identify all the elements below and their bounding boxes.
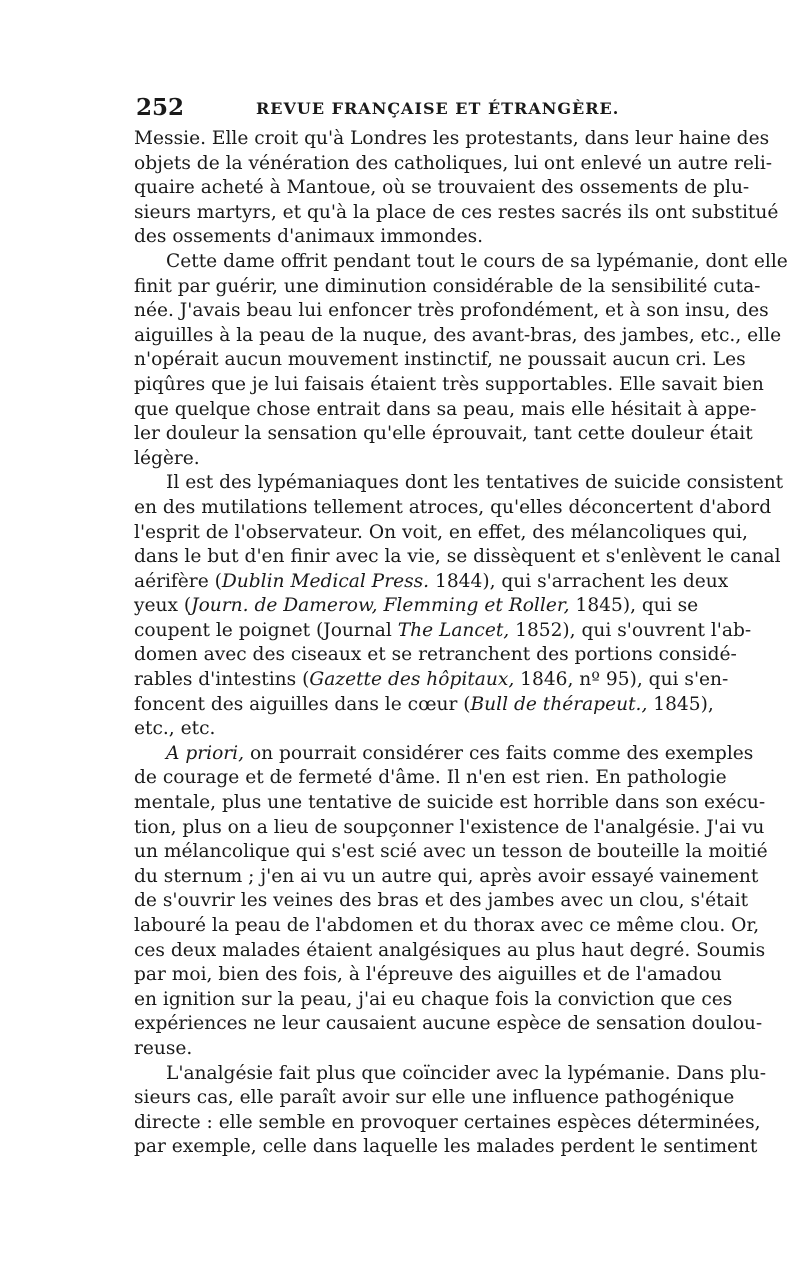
text-line: un mélancolique qui s'est scié avec un tesson de bouteille la moitié: [134, 841, 768, 863]
text-line: de s'ouvrir les veines des bras et des jambes avec un clou, s'était: [134, 890, 749, 912]
text-line: l'esprit de l'observateur. On voit, en effet, des mélancoliques qui,: [134, 521, 748, 543]
text-line: reuse.: [134, 1037, 193, 1059]
text-line: Cette dame offrit pendant tout le cours de sa lypémanie, dont elle: [166, 250, 788, 272]
text-line: de courage et de fermeté d'âme. Il n'en est rien. En pathologie: [134, 767, 727, 789]
text-line: quaire acheté à Mantoue, où se trouvaient des ossements de plu-: [134, 177, 750, 199]
text-line: Il est des lypémaniaques dont les tentatives de suicide consistent: [166, 472, 784, 494]
text-line: des ossements d'animaux immondes.: [134, 226, 484, 248]
body-text: [134, 127, 788, 1160]
text-line: ler douleur la sensation qu'elle éprouvait, tant cette douleur était: [134, 423, 753, 445]
text-line: aérifère (Dublin Medical Press. 1844), qui s'arrachent les deux: [134, 570, 729, 592]
text-line: ces deux malades étaient analgésiques au plus haut degré. Soumis: [134, 939, 766, 961]
text-line: piqûres que je lui faisais étaient très supportables. Elle savait bien: [134, 373, 764, 395]
text-line: en des mutilations tellement atroces, qu'elles déconcertent d'abord: [134, 496, 772, 518]
text-line: etc., etc.: [134, 718, 216, 740]
text-line: L'analgésie fait plus que coïncider avec la lypémanie. Dans plu-: [166, 1062, 767, 1084]
text-line: par moi, bien des fois, à l'épreuve des aiguilles et de l'amadou: [134, 964, 722, 986]
text-line: du sternum ; j'en ai vu un autre qui, après avoir essayé vainement: [134, 865, 759, 887]
text-line: coupent le poignet (Journal The Lancet, 1852), qui s'ouvrent l'ab-: [134, 619, 752, 641]
text-line: rables d'intestins (Gazette des hôpitaux, 1846, nº 95), qui s'en-: [134, 669, 729, 691]
text-line: légère.: [134, 447, 200, 469]
page-number: 252: [136, 94, 185, 121]
text-line: A priori, on pourrait considérer ces faits comme des exemples: [166, 742, 754, 764]
text-line: en ignition sur la peau, j'ai eu chaque fois la conviction que ces: [134, 988, 733, 1010]
text-line: aiguilles à la peau de la nuque, des avant-bras, des jambes, etc., elle: [134, 324, 782, 346]
text-line: tion, plus on a lieu de soupçonner l'existence de l'analgésie. J'ai vu: [134, 816, 765, 838]
text-line: objets de la vénération des catholiques, lui ont enlevé un autre reli-: [134, 152, 773, 174]
text-line: Messie. Elle croit qu'à Londres les protestants, dans leur haine des: [134, 128, 770, 149]
text-line: sieurs cas, elle paraît avoir sur elle une influence pathogénique: [134, 1087, 735, 1109]
text-line: yeux (Journ. de Damerow, Flemming et Roller, 1845), qui se: [134, 595, 699, 617]
page-header: [136, 94, 676, 124]
text-line: directe : elle semble en provoquer certaines espèces déterminées,: [134, 1111, 761, 1133]
text-line: que quelque chose entrait dans sa peau, mais elle hésitait à appe-: [134, 398, 757, 420]
text-line: expériences ne leur causaient aucune espèce de sensation doulou-: [134, 1013, 763, 1035]
text-line: dans le but d'en finir avec la vie, se dissèquent et s'enlèvent le canal: [134, 546, 781, 568]
text-line: née. J'avais beau lui enfoncer très profondément, et à son insu, des: [134, 300, 769, 322]
text-line: n'opérait aucun mouvement instinctif, ne poussait aucun cri. Les: [134, 349, 746, 371]
text-line: sieurs martyrs, et qu'à la place de ces restes sacrés ils ont substitué: [134, 201, 779, 223]
text-line: labouré la peau de l'abdomen et du thorax avec ce même clou. Or,: [134, 915, 760, 936]
text-line: foncent des aiguilles dans le cœur (Bull de thérapeut., 1845),: [134, 693, 714, 715]
running-title: REVUE FRANÇAISE ET ÉTRANGÈRE.: [256, 99, 620, 118]
text-line: par exemple, celle dans laquelle les malades perdent le sentiment: [134, 1136, 758, 1158]
text-line: mentale, plus une tentative de suicide est horrible dans son exécu-: [134, 792, 766, 814]
text-line: domen avec des ciseaux et se retranchent des portions considé-: [134, 644, 737, 666]
text-line: finit par guérir, une diminution considérable de la sensibilité cuta-: [134, 275, 761, 297]
